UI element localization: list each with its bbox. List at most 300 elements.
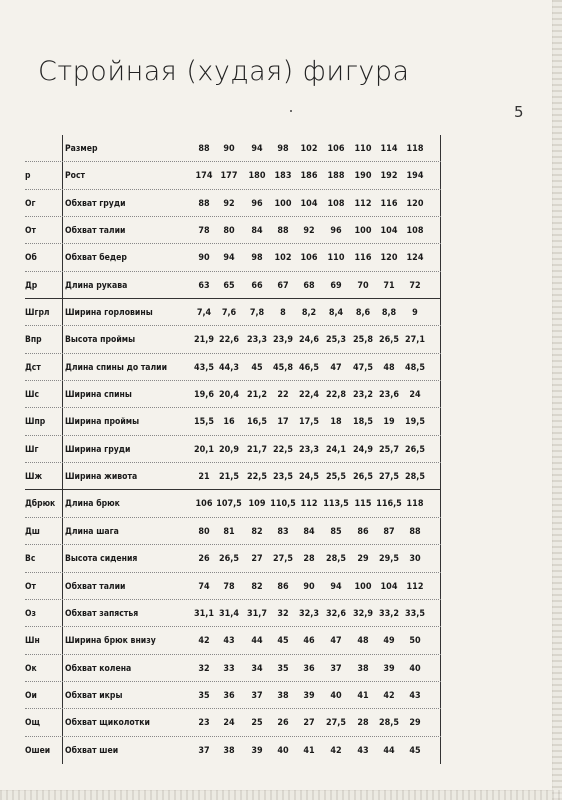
table-row (25, 436, 445, 463)
table-cell: 23,9 (273, 335, 293, 346)
table-cell: 43,5 (194, 362, 214, 373)
table-cell: 88 (409, 526, 421, 537)
row-abbreviation: От (25, 226, 36, 237)
table-cell: 110 (327, 253, 345, 264)
row-measurement-name: Ширина груди (65, 444, 131, 455)
row-abbreviation: Шж (25, 472, 43, 483)
table-cell: 71 (383, 280, 395, 291)
table-row (25, 737, 445, 764)
row-measurement-name: Обхват щиколотки (65, 718, 150, 729)
row-abbreviation: Впр (25, 335, 42, 346)
table-cell: 44 (383, 745, 395, 756)
table-cell: 110 (354, 144, 372, 154)
row-measurement-name: Обхват талии (65, 226, 126, 237)
table-row (25, 682, 445, 709)
row-abbreviation: От (25, 581, 36, 592)
table-cell: 116 (354, 253, 372, 264)
table-cell: 107,5 (216, 499, 242, 510)
table-cell: 90 (303, 581, 315, 592)
table-right-border (440, 545, 441, 572)
table-cell: 78 (198, 226, 210, 237)
table-cell: 24 (409, 390, 421, 401)
table-cell: 23,6 (379, 390, 399, 401)
table-row (25, 545, 445, 572)
table-cell: 40 (330, 690, 342, 701)
table-cell: 84 (303, 526, 315, 537)
table-right-border (440, 682, 441, 709)
table-cell: 28 (303, 554, 315, 565)
table-cell: 39 (303, 690, 315, 701)
table-cell: 31,1 (194, 608, 214, 619)
table-cell: 27 (303, 718, 315, 729)
row-measurement-name: Высота сидения (65, 554, 138, 565)
table-row (25, 299, 445, 326)
table-cell: 26,5 (353, 472, 373, 483)
row-measurement-name: Ширина живота (65, 472, 138, 483)
table-cell: 40 (277, 745, 289, 756)
table-cell: 30 (409, 554, 421, 565)
column-divider (62, 490, 63, 517)
table-cell: 23 (198, 718, 210, 729)
table-cell: 84 (251, 226, 263, 237)
table-cell: 104 (380, 581, 398, 592)
row-abbreviation: Дст (25, 362, 41, 373)
table-cell: 70 (357, 280, 369, 291)
row-abbreviation: Дбрюк (25, 499, 56, 510)
table-cell: 29 (409, 718, 421, 729)
table-cell: 8 (280, 308, 286, 319)
table-cell: 40 (409, 663, 421, 674)
column-divider (62, 545, 63, 572)
table-cell: 25,8 (353, 335, 373, 346)
column-divider (62, 217, 63, 244)
row-measurement-name: Обхват шеи (65, 745, 119, 756)
table-right-border (440, 436, 441, 463)
column-divider (62, 381, 63, 408)
table-cell: 32 (198, 663, 210, 674)
table-cell: 44,3 (219, 362, 239, 373)
column-divider (62, 709, 63, 736)
table-cell: 98 (251, 253, 263, 264)
table-row (25, 217, 445, 244)
table-cell: 72 (409, 280, 421, 291)
table-row (25, 190, 445, 217)
table-cell: 37 (251, 690, 263, 701)
table-cell: 88 (198, 144, 210, 154)
table-cell: 23,3 (299, 444, 319, 455)
row-abbreviation: Ощ (25, 718, 40, 729)
table-cell: 22,8 (326, 390, 346, 401)
table-row (25, 381, 445, 408)
table-cell: 80 (223, 226, 235, 237)
table-cell: 22,6 (219, 335, 239, 346)
row-measurement-name: Обхват талии (65, 581, 126, 592)
table-row (25, 573, 445, 600)
table-cell: 23,5 (273, 472, 293, 483)
table-cell: 43 (409, 690, 421, 701)
row-measurement-name: Ширина брюк внизу (65, 636, 156, 647)
table-cell: 50 (409, 636, 421, 647)
table-cell: 27 (251, 554, 263, 565)
table-cell: 32,9 (353, 608, 373, 619)
table-cell: 21,7 (247, 444, 267, 455)
table-cell: 183 (274, 171, 292, 182)
row-abbreviation: Ошеи (25, 745, 51, 756)
table-cell: 20,4 (219, 390, 239, 401)
table-cell: 39 (251, 745, 263, 756)
binding-edge (552, 0, 562, 800)
column-divider (62, 463, 63, 490)
row-abbreviation: Дш (25, 526, 40, 537)
row-measurement-name: Обхват бедер (65, 253, 127, 264)
table-cell: 47,5 (353, 362, 373, 373)
table-right-border (440, 162, 441, 189)
table-cell: 17,5 (299, 417, 319, 428)
table-cell: 9 (412, 308, 418, 319)
table-cell: 22,5 (273, 444, 293, 455)
table-cell: 104 (380, 226, 398, 237)
column-divider (62, 682, 63, 709)
table-cell: 180 (248, 171, 266, 182)
table-cell: 100 (274, 198, 292, 209)
table-cell: 24,9 (353, 444, 373, 455)
table-right-border (440, 135, 441, 162)
table-right-border (440, 299, 441, 326)
table-cell: 49 (383, 636, 395, 647)
table-cell: 21,9 (194, 335, 214, 346)
table-cell: 114 (380, 144, 398, 154)
row-abbreviation: Вс (25, 554, 36, 565)
table-cell: 21,5 (219, 472, 239, 483)
table-cell: 37 (198, 745, 210, 756)
row-abbreviation: р (25, 171, 31, 182)
table-cell: 24,5 (299, 472, 319, 483)
row-measurement-name: Обхват груди (65, 198, 126, 209)
row-measurement-name: Ширина проймы (65, 417, 140, 428)
table-cell: 92 (223, 198, 235, 209)
column-divider (62, 518, 63, 545)
bottom-edge (0, 790, 562, 800)
table-cell: 36 (303, 663, 315, 674)
table-cell: 21,2 (247, 390, 267, 401)
table-cell: 112 (300, 499, 318, 510)
table-cell: 112 (406, 581, 424, 592)
size-table (25, 135, 445, 764)
table-cell: 63 (198, 280, 210, 291)
table-row (25, 326, 445, 353)
table-cell: 37 (330, 663, 342, 674)
table-cell: 104 (300, 198, 318, 209)
table-cell: 26 (198, 554, 210, 565)
table-cell: 24 (223, 718, 235, 729)
table-cell: 80 (198, 526, 210, 537)
table-cell: 28 (357, 718, 369, 729)
table-cell: 38 (223, 745, 235, 756)
row-measurement-name: Длина брюк (65, 499, 120, 510)
table-cell: 100 (354, 581, 372, 592)
column-divider (62, 655, 63, 682)
table-row (25, 627, 445, 654)
row-abbreviation: Др (25, 280, 38, 291)
column-divider (62, 627, 63, 654)
table-cell: 86 (277, 581, 289, 592)
table-cell: 120 (406, 198, 424, 209)
table-cell: 31,7 (247, 608, 267, 619)
table-cell: 83 (277, 526, 289, 537)
table-cell: 74 (198, 581, 210, 592)
table-right-border (440, 354, 441, 381)
table-cell: 39 (383, 663, 395, 674)
table-cell: 48,5 (405, 362, 425, 373)
table-cell: 28,5 (405, 472, 425, 483)
table-cell: 32,6 (326, 608, 346, 619)
table-cell: 32,3 (299, 608, 319, 619)
column-divider (62, 436, 63, 463)
table-cell: 20,9 (219, 444, 239, 455)
table-cell: 45 (409, 745, 421, 756)
table-cell: 24,1 (326, 444, 346, 455)
row-abbreviation: Шгрл (25, 308, 50, 319)
table-cell: 18,5 (353, 417, 373, 428)
column-divider (62, 354, 63, 381)
row-abbreviation: Шпр (25, 417, 46, 428)
row-abbreviation: Шг (25, 444, 39, 455)
table-cell: 25,3 (326, 335, 346, 346)
table-cell: 31,4 (219, 608, 239, 619)
table-right-border (440, 190, 441, 217)
table-cell: 19,6 (194, 390, 214, 401)
table-cell: 18 (330, 417, 342, 428)
row-abbreviation: Шс (25, 390, 39, 401)
table-cell: 16 (223, 417, 235, 428)
table-cell: 116 (380, 198, 398, 209)
table-right-border (440, 463, 441, 490)
table-cell: 82 (251, 581, 263, 592)
page-number: 5 (514, 103, 524, 121)
table-cell: 188 (327, 171, 345, 182)
table-right-border (440, 381, 441, 408)
table-cell: 19,5 (405, 417, 425, 428)
column-divider (62, 162, 63, 189)
table-right-border (440, 737, 441, 764)
table-cell: 186 (300, 171, 318, 182)
table-cell: 120 (380, 253, 398, 264)
table-right-border (440, 573, 441, 600)
column-divider (62, 135, 63, 162)
table-cell: 192 (380, 171, 398, 182)
table-cell: 88 (277, 226, 289, 237)
table-row (25, 600, 445, 627)
table-cell: 94 (251, 144, 263, 154)
table-cell: 45,8 (273, 362, 293, 373)
column-divider (62, 573, 63, 600)
page-title: Стройная (худая) фигура (38, 56, 410, 87)
table-cell: 115 (354, 499, 372, 510)
table-cell: 41 (357, 690, 369, 701)
table-cell: 45 (251, 362, 263, 373)
print-speck (290, 110, 292, 112)
table-cell: 8,6 (355, 308, 371, 319)
table-cell: 17 (277, 417, 289, 428)
column-divider (62, 299, 63, 326)
table-cell: 29 (357, 554, 369, 565)
table-cell: 68 (303, 280, 315, 291)
table-cell: 25,5 (326, 472, 346, 483)
table-cell: 33,2 (379, 608, 399, 619)
table-right-border (440, 709, 441, 736)
table-row (25, 354, 445, 381)
table-cell: 194 (406, 171, 424, 182)
table-cell: 48 (383, 362, 395, 373)
table-cell: 85 (330, 526, 342, 537)
table-cell: 26,5 (219, 554, 239, 565)
table-cell: 38 (277, 690, 289, 701)
table-cell: 35 (198, 690, 210, 701)
table-cell: 106 (300, 253, 318, 264)
table-cell: 8,2 (301, 308, 317, 319)
column-divider (62, 190, 63, 217)
table-right-border (440, 244, 441, 271)
table-cell: 33 (223, 663, 235, 674)
table-cell: 20,1 (194, 444, 214, 455)
table-cell: 33,5 (405, 608, 425, 619)
table-cell: 94 (330, 581, 342, 592)
table-cell: 46 (303, 636, 315, 647)
row-abbreviation: Шн (25, 636, 40, 647)
column-divider (62, 326, 63, 353)
table-cell: 27,1 (405, 335, 425, 346)
table-cell: 41 (303, 745, 315, 756)
table-cell: 36 (223, 690, 235, 701)
table-cell: 47 (330, 636, 342, 647)
table-row (25, 709, 445, 736)
table-cell: 34 (251, 663, 263, 674)
table-cell: 94 (223, 253, 235, 264)
table-cell: 124 (406, 253, 424, 264)
row-measurement-name: Рост (65, 171, 86, 182)
table-cell: 87 (383, 526, 395, 537)
table-cell: 27,5 (273, 554, 293, 565)
row-measurement-name: Длина спины до талии (65, 362, 168, 373)
table-cell: 26,5 (405, 444, 425, 455)
row-abbreviation: Об (25, 253, 37, 264)
table-cell: 98 (277, 144, 289, 154)
row-measurement-name: Размер (65, 144, 98, 154)
row-abbreviation: Ои (25, 690, 37, 701)
table-right-border (440, 217, 441, 244)
table-cell: 86 (357, 526, 369, 537)
table-cell: 43 (357, 745, 369, 756)
table-cell: 23,3 (247, 335, 267, 346)
column-divider (62, 600, 63, 627)
table-row (25, 490, 445, 517)
table-cell: 24,6 (299, 335, 319, 346)
column-divider (62, 737, 63, 764)
table-cell: 43 (223, 636, 235, 647)
table-cell: 109 (248, 499, 266, 510)
table-cell: 15,5 (194, 417, 214, 428)
row-measurement-name: Высота проймы (65, 335, 136, 346)
table-cell: 90 (223, 144, 235, 154)
table-cell: 47 (330, 362, 342, 373)
row-measurement-name: Обхват запястья (65, 608, 139, 619)
table-cell: 106 (195, 499, 213, 510)
table-cell: 102 (274, 253, 292, 264)
table-cell: 110,5 (270, 499, 296, 510)
table-cell: 29,5 (379, 554, 399, 565)
table-row (25, 408, 445, 435)
table-right-border (440, 627, 441, 654)
table-cell: 19 (383, 417, 395, 428)
table-row (25, 463, 445, 490)
row-measurement-name: Длина рукава (65, 280, 128, 291)
table-right-border (440, 518, 441, 545)
table-cell: 112 (354, 198, 372, 209)
table-cell: 108 (406, 226, 424, 237)
table-cell: 174 (195, 171, 213, 182)
table-row (25, 162, 445, 189)
table-cell: 106 (327, 144, 345, 154)
table-right-border (440, 272, 441, 299)
table-cell: 28,5 (326, 554, 346, 565)
table-cell: 35 (277, 663, 289, 674)
table-cell: 16,5 (247, 417, 267, 428)
table-cell: 7,6 (221, 308, 237, 319)
table-cell: 42 (383, 690, 395, 701)
table-cell: 177 (220, 171, 238, 182)
table-cell: 27,5 (379, 472, 399, 483)
column-divider (62, 244, 63, 271)
table-cell: 32 (277, 608, 289, 619)
table-cell: 66 (251, 280, 263, 291)
table-cell: 82 (251, 526, 263, 537)
table-cell: 190 (354, 171, 372, 182)
table-row (25, 135, 445, 162)
table-cell: 90 (198, 253, 210, 264)
table-right-border (440, 408, 441, 435)
table-cell: 25,7 (379, 444, 399, 455)
row-measurement-name: Длина шага (65, 526, 119, 537)
table-cell: 96 (251, 198, 263, 209)
table-row (25, 244, 445, 271)
table-cell: 48 (357, 636, 369, 647)
table-cell: 8,4 (328, 308, 344, 319)
row-abbreviation: Оз (25, 608, 36, 619)
table-cell: 23,2 (353, 390, 373, 401)
table-cell: 42 (330, 745, 342, 756)
table-cell: 65 (223, 280, 235, 291)
table-cell: 7,8 (249, 308, 265, 319)
row-measurement-name: Обхват икры (65, 690, 123, 701)
table-cell: 113,5 (323, 499, 349, 510)
table-cell: 69 (330, 280, 342, 291)
table-cell: 44 (251, 636, 263, 647)
table-cell: 92 (303, 226, 315, 237)
table-cell: 7,4 (196, 308, 212, 319)
table-cell: 108 (327, 198, 345, 209)
table-right-border (440, 600, 441, 627)
table-cell: 27,5 (326, 718, 346, 729)
table-cell: 38 (357, 663, 369, 674)
table-cell: 22 (277, 390, 289, 401)
table-cell: 8,8 (381, 308, 397, 319)
table-right-border (440, 490, 441, 517)
row-abbreviation: Ог (25, 198, 36, 209)
table-cell: 42 (198, 636, 210, 647)
table-cell: 116,5 (376, 499, 402, 510)
table-right-border (440, 655, 441, 682)
table-cell: 118 (406, 144, 424, 154)
